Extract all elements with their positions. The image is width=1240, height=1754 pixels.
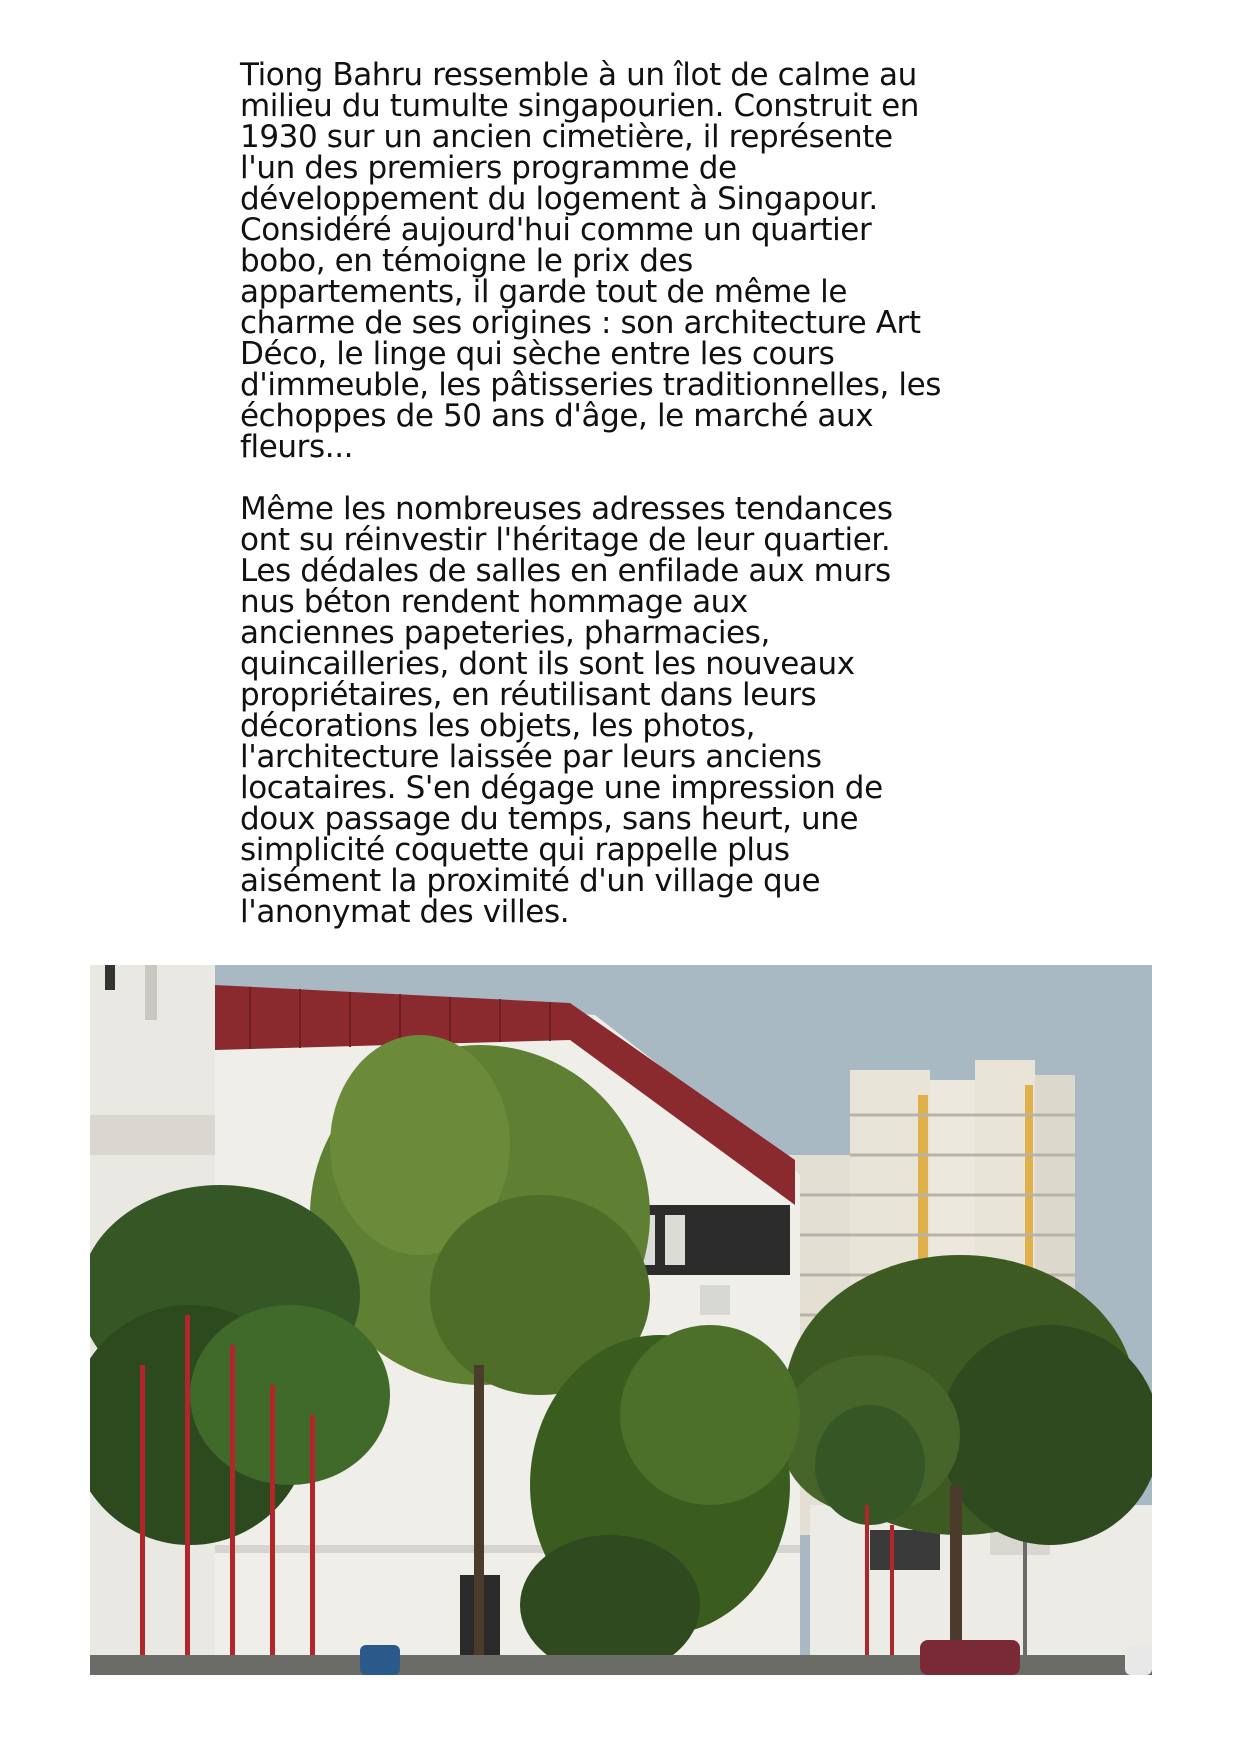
paragraph-intro: Tiong Bahru ressemble à un îlot de calme au milieu du tumulte singapourien. Construit en 1930 sur un ancien cimetière, il représente l'un des premiers programme de développement du logement à Singapour. Considéré aujourd'hui comme un quartier bobo, en témoigne le prix des appartements, il garde tout de même le charme de ses origines : son architecture Art Déco, le linge qui sèche entre les cours d'immeuble, les pâtisseries traditionnelles, les échoppes de 50 ans d'âge, le marché aux fleurs... bbox=[240, 57, 942, 465]
article-text bbox=[240, 57, 1060, 930]
street-photo bbox=[90, 965, 1152, 1675]
paragraph-adresses: Même les nombreuses adresses tendances ont su réinvestir l'héritage de leur quartier. Les dédales de salles en enfilade aux murs nus béton rendent hommage aux anciennes papeteries, pharmacies, quincailleries, dont ils sont les nouveaux propriétaires, en réutilisant dans leurs décorations les objets, les photos, l'architecture laissée par leurs anciens locataires. S'en dégage une impression de doux passage du temps, sans heurt, une simplicité coquette qui rappelle plus aisément la proximité d'un village que l'anonymat des villes. bbox=[240, 491, 893, 930]
